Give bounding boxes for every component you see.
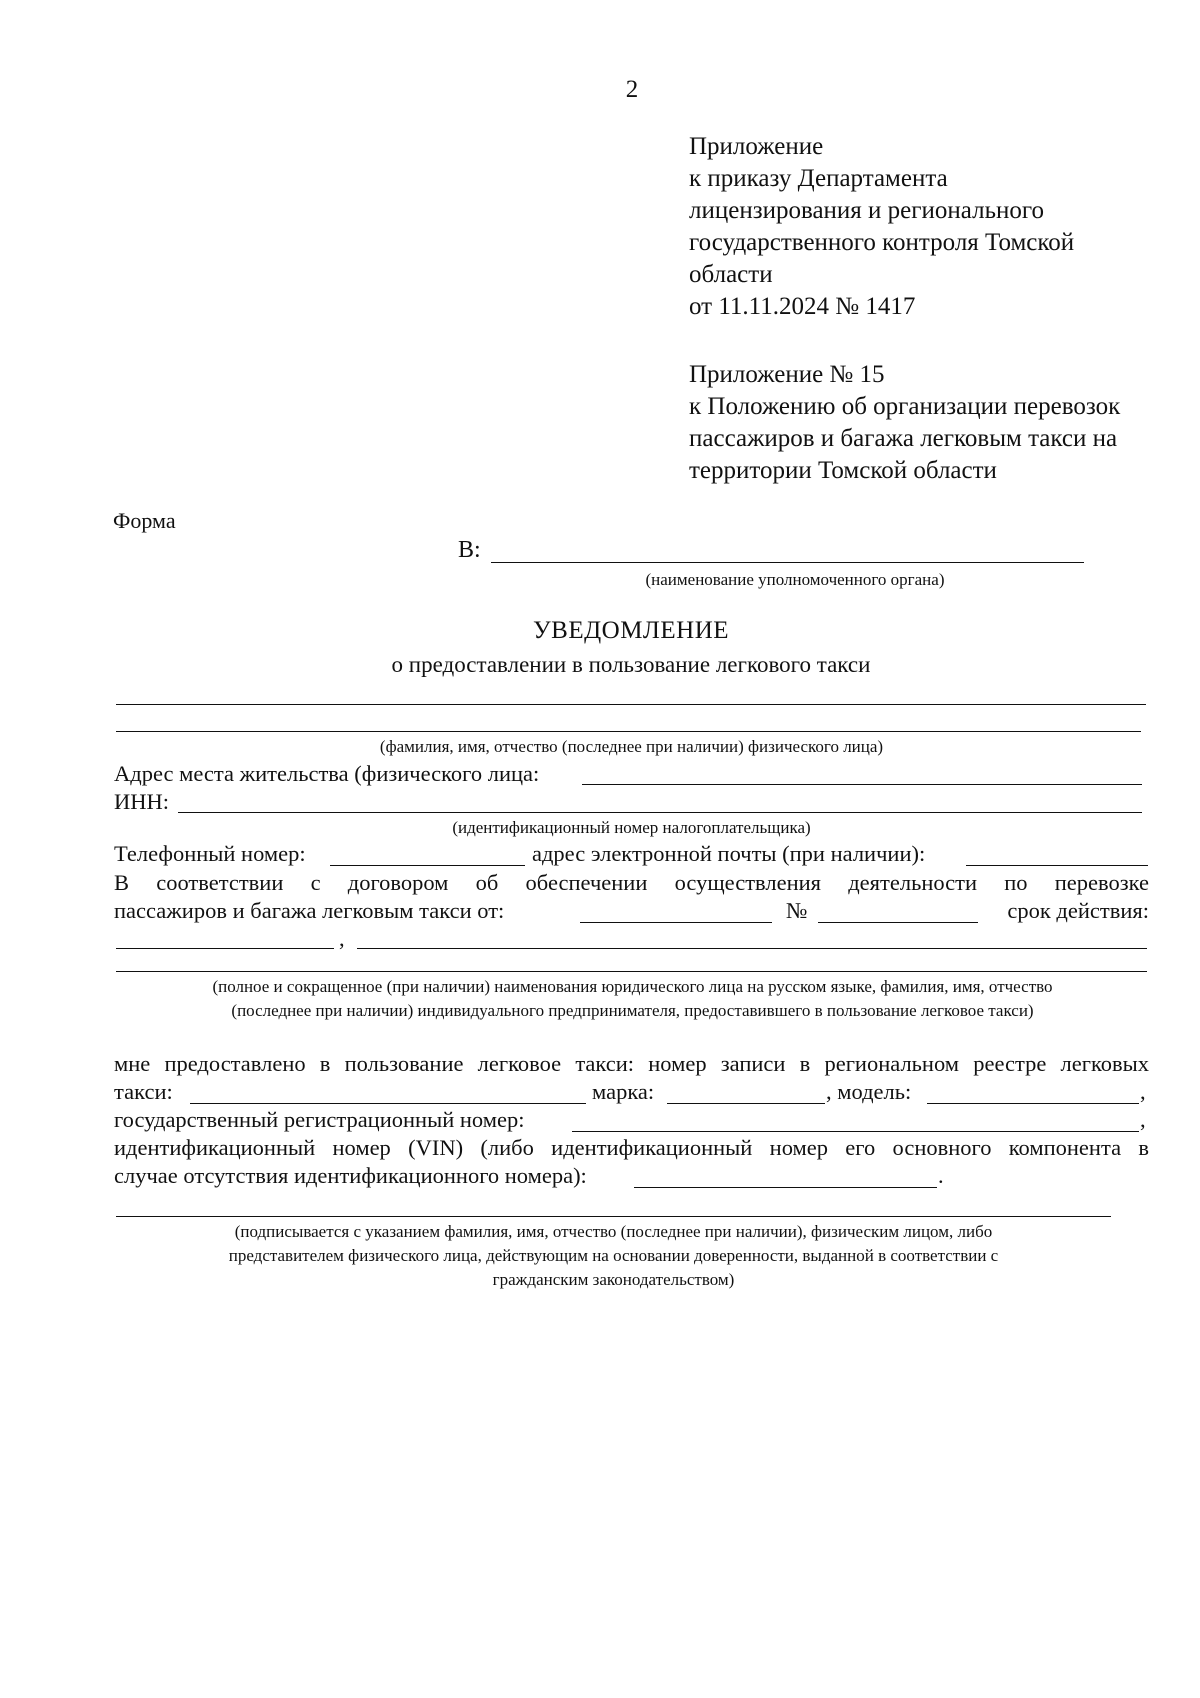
signature-line	[116, 1216, 1111, 1217]
brand-label: марка:	[592, 1079, 655, 1104]
model-comma: ,	[1140, 1079, 1146, 1104]
contract-date-line	[580, 922, 772, 923]
addressee-caption: (наименование уполномоченного органа)	[645, 570, 945, 589]
vin-line	[634, 1187, 937, 1188]
phone-line	[330, 865, 525, 866]
email-label: адрес электронной почты (при наличии):	[532, 841, 926, 866]
reg-comma: ,	[1140, 1107, 1146, 1132]
contract-line-1: В соответствии с договором об обеспечении осуществления деятельности по перевозке	[114, 870, 1149, 895]
appendix-regulation-line: территории Томской области	[689, 457, 997, 484]
registry-number-line	[190, 1103, 586, 1104]
inn-line	[178, 812, 1142, 813]
form-label: Форма	[113, 508, 176, 533]
signature-caption-1: (подписывается с указанием фамилия, имя, отчество (последнее при наличии), физическим лицом, либо	[234, 1222, 993, 1241]
page-number: 2	[625, 76, 639, 103]
appendix-order-line: Приложение	[689, 133, 824, 160]
inn-caption: (идентификационный номер налогоплательщика)	[452, 818, 811, 837]
brand-line	[667, 1103, 825, 1104]
model-line	[927, 1103, 1139, 1104]
address-label: Адрес места жительства (физического лица:	[114, 761, 540, 786]
addressee-line	[491, 562, 1084, 563]
appendix-order-line: государственного контроля Томской	[689, 229, 1075, 256]
appendix-regulation-line: к Положению об организации перевозок	[689, 393, 1121, 420]
appendix-order-line: к приказу Департамента	[689, 165, 948, 192]
reg-number-label: государственный регистрационный номер:	[114, 1107, 525, 1132]
appendix-order-line: лицензирования и регионального	[689, 197, 1044, 224]
appendix-order-block	[689, 131, 1169, 323]
address-line	[582, 784, 1142, 785]
document-subtitle: о предоставлении в пользование легкового такси	[391, 652, 871, 677]
to-label: В:	[458, 537, 481, 563]
comma: ,	[339, 926, 345, 951]
fio-caption: (фамилия, имя, отчество (последнее при наличии) физического лица)	[379, 737, 884, 756]
taxi-label: такси:	[114, 1079, 173, 1104]
contract-number-line	[818, 922, 978, 923]
vin-label: случае отсутствия идентификационного номера):	[114, 1163, 587, 1188]
contract-line-2-label: пассажиров и багажа легковым такси от:	[114, 898, 505, 923]
appendix-regulation-line: пассажиров и багажа легковым такси на	[689, 425, 1118, 452]
contract-term-label: срок действия:	[1007, 898, 1149, 923]
signature-caption-3: гражданским законодательством)	[492, 1270, 735, 1289]
taxi-line-1: мне предоставлено в пользование легковое такси: номер записи в региональном реестре легковых	[114, 1051, 1149, 1076]
appendix-order-line: от 11.11.2024 № 1417	[689, 293, 916, 320]
document-title: УВЕДОМЛЕНИЕ	[532, 617, 730, 644]
vin-period: .	[938, 1163, 944, 1188]
email-line	[966, 865, 1148, 866]
appendix-regulation-line: Приложение № 15	[689, 361, 885, 388]
contract-term-line	[116, 948, 334, 949]
fio-line-2	[116, 731, 1141, 732]
signature-caption-2: представителем физического лица, действующим на основании доверенности, выданной в соответствии с	[228, 1246, 999, 1265]
appendix-regulation-block	[689, 359, 1169, 487]
inn-label: ИНН:	[114, 789, 169, 814]
entity-line-1	[357, 948, 1147, 949]
entity-caption-2: (последнее при наличии) индивидуального предпринимателя, предоставившего в пользование легковое такси)	[231, 1001, 1034, 1020]
vin-line-1: идентификационный номер (VIN) (либо идентификационный номер его основного компонента в	[114, 1135, 1149, 1160]
model-label: , модель:	[826, 1079, 912, 1104]
fio-line-1	[116, 704, 1146, 705]
reg-number-line	[572, 1131, 1139, 1132]
entity-line-2	[116, 971, 1147, 972]
appendix-order-line: области	[689, 261, 773, 288]
contract-number-sign: №	[786, 898, 808, 923]
entity-caption-1: (полное и сокращенное (при наличии) наименования юридического лица на русском языке, фамилия, имя, отчество	[212, 977, 1053, 996]
phone-label: Телефонный номер:	[114, 841, 306, 866]
